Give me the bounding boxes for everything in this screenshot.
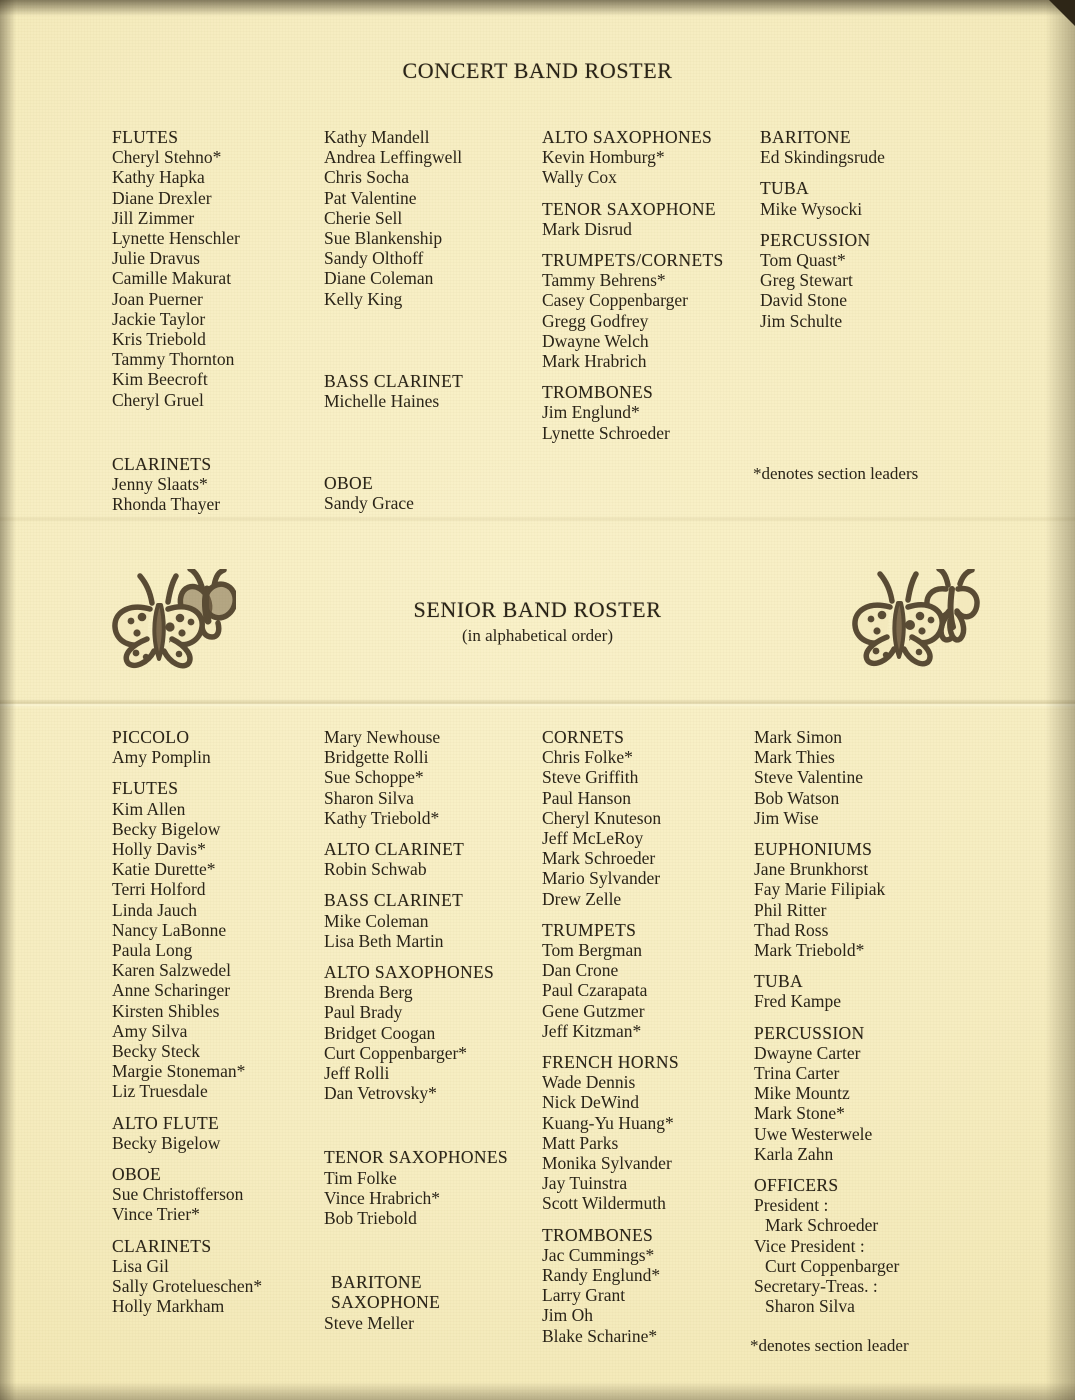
section-heading: TRUMPETS/CORNETS	[542, 250, 724, 271]
member-name: Jeff McLeRoy	[542, 828, 644, 849]
member-name: Cheryl Knuteson	[542, 807, 662, 828]
member-name: Thad Ross	[754, 919, 829, 940]
member-name: Wally Cox	[542, 167, 617, 188]
section-heading: TENOR SAXOPHONES	[324, 1147, 509, 1168]
section-heading: BARITONE	[760, 127, 851, 147]
member-name: Mark Simon	[754, 727, 842, 747]
member-name: Kelly King	[324, 288, 403, 309]
instrument-section	[324, 473, 542, 513]
member-name: Sue Schoppe*	[324, 767, 424, 788]
member-name: President :	[754, 1195, 829, 1216]
member-name: Kathy Triebold*	[324, 807, 440, 828]
member-name: Dan Crone	[542, 960, 619, 981]
member-name: Jim Schulte	[760, 310, 843, 331]
member-name: Dan Vetrovsky*	[324, 1083, 437, 1104]
member-name: Bob Watson	[754, 787, 840, 808]
member-name: Michelle Haines	[324, 391, 440, 412]
instrument-section	[542, 382, 760, 443]
member-name: Secretary-Treas. :	[754, 1276, 878, 1297]
member-name: Amy Pomplin	[112, 747, 211, 768]
section-heading-line2: SAXOPHONE	[331, 1292, 441, 1313]
member-name: Jim Wise	[754, 807, 819, 828]
member-name: Kim Allen	[112, 798, 186, 819]
concert-band-footnote: *denotes section leaders	[753, 464, 919, 483]
section-heading: PICCOLO	[112, 727, 190, 747]
section-heading: TUBA	[754, 971, 804, 992]
member-name: Mario Sylvander	[542, 868, 661, 889]
roster-column	[324, 127, 542, 514]
roster-column	[112, 727, 324, 1346]
member-name: Camille Makurat	[112, 268, 232, 289]
instrument-section	[324, 1147, 542, 1228]
member-name: Dwayne Carter	[754, 1042, 861, 1063]
roster-column	[324, 727, 542, 1346]
member-name: Curt Coppenbarger	[765, 1255, 900, 1276]
instrument-section	[760, 178, 992, 218]
member-name: Pat Valentine	[324, 187, 417, 208]
member-name: Tom Quast*	[760, 250, 846, 271]
member-name: Kuang-Yu Huang*	[542, 1112, 674, 1133]
member-name: Vince Trier*	[112, 1204, 200, 1225]
member-name: Linda Jauch	[112, 899, 198, 920]
member-name: Vince Hrabrich*	[324, 1187, 441, 1208]
member-name: Holly Markham	[112, 1296, 225, 1317]
roster-column	[754, 727, 1004, 1346]
member-name: Diane Coleman	[324, 268, 434, 289]
section-heading: FLUTES	[112, 778, 179, 799]
instrument-section	[112, 1113, 324, 1153]
member-name: Lisa Gil	[112, 1255, 169, 1276]
member-name: Andrea Leffingwell	[324, 147, 463, 168]
member-name: Terri Holford	[112, 879, 206, 900]
member-name: Vice President :	[754, 1235, 865, 1256]
section-heading: TROMBONES	[542, 1224, 654, 1245]
member-name: Bridget Coogan	[324, 1022, 436, 1043]
member-name: Karla Zahn	[754, 1143, 834, 1164]
member-name: Monika Sylvander	[542, 1153, 672, 1174]
member-name: Mary Newhouse	[324, 727, 441, 747]
instrument-section	[324, 839, 542, 879]
section-heading: CLARINETS	[112, 1235, 212, 1256]
section-heading: TENOR SAXOPHONE	[542, 198, 716, 219]
senior-band-title: SENIOR BAND ROSTER	[413, 597, 662, 622]
member-name: Gregg Godfrey	[542, 310, 649, 331]
member-name: Sharon Silva	[324, 787, 414, 808]
instrument-section	[324, 127, 542, 309]
member-name: David Stone	[760, 290, 848, 311]
member-name: Robin Schwab	[324, 859, 427, 880]
member-name: Tom Bergman	[542, 940, 643, 961]
section-heading: ALTO SAXOPHONES	[324, 962, 495, 983]
instrument-section	[112, 1236, 324, 1317]
member-name: Steve Valentine	[754, 767, 864, 788]
member-name: Jim Oh	[542, 1305, 594, 1326]
member-name: Tammy Thornton	[112, 349, 235, 370]
instrument-section	[542, 1052, 754, 1214]
member-name: Margie Stoneman*	[112, 1061, 246, 1082]
member-name: Mark Disrud	[542, 218, 632, 239]
member-name: Mark Thies	[754, 747, 835, 768]
member-name: Paula Long	[112, 940, 193, 961]
member-name: Scott Wildermuth	[542, 1193, 666, 1214]
instrument-section	[112, 778, 324, 1101]
instrument-section	[754, 1023, 1004, 1164]
section-heading: FLUTES	[112, 127, 179, 147]
member-name: Mark Stone*	[754, 1103, 845, 1124]
member-name: Paul Brady	[324, 1002, 403, 1023]
member-name: Greg Stewart	[760, 270, 853, 291]
instrument-section	[754, 1175, 1004, 1316]
section-heading: BARITONE	[331, 1272, 422, 1293]
member-name: Mark Schroeder	[542, 848, 656, 869]
instrument-section	[324, 727, 542, 828]
member-name: Sandy Grace	[324, 493, 414, 514]
concert-band-title: CONCERT BAND ROSTER	[402, 58, 673, 83]
member-name: Drew Zelle	[542, 888, 622, 909]
instrument-section	[754, 839, 1004, 960]
section-heading: OBOE	[112, 1164, 162, 1185]
instrument-section	[542, 727, 754, 909]
member-name: Mark Hrabrich	[542, 351, 647, 372]
member-name: Bridgette Rolli	[324, 747, 429, 768]
member-name: Lynette Henschler	[112, 228, 240, 249]
member-name: Cheryl Stehno*	[112, 147, 222, 168]
concert-band-columns	[112, 127, 992, 514]
member-name: Kathy Hapka	[112, 167, 205, 188]
senior-band-columns	[112, 727, 1012, 1346]
member-name: Fay Marie Filipiak	[754, 879, 886, 900]
member-name: Kris Triebold	[112, 329, 206, 350]
member-name: Bob Triebold	[324, 1208, 417, 1229]
member-name: Casey Coppenbarger	[542, 290, 688, 311]
instrument-section	[542, 920, 754, 1041]
member-name: Nick DeWind	[542, 1092, 639, 1113]
member-name: Julie Dravus	[112, 248, 200, 269]
member-name: Steve Meller	[324, 1312, 414, 1333]
member-name: Diane Drexler	[112, 187, 212, 208]
section-heading: CORNETS	[542, 727, 625, 747]
member-name: Cheryl Gruel	[112, 389, 204, 410]
member-name: Blake Scharine*	[542, 1325, 658, 1346]
senior-band-footnote: *denotes section leader	[750, 1336, 909, 1355]
instrument-section	[542, 199, 760, 239]
member-name: Mike Wysocki	[760, 198, 863, 219]
member-name: Cherie Sell	[324, 207, 403, 228]
member-name: Gene Gutzmer	[542, 1000, 645, 1021]
member-name: Becky Steck	[112, 1041, 200, 1062]
member-name: Mark Triebold*	[754, 940, 865, 961]
senior-band-subtitle: (in alphabetical order)	[461, 626, 614, 645]
member-name: Jackie Taylor	[112, 308, 206, 329]
member-name: Brenda Berg	[324, 982, 413, 1003]
member-name: Lynette Schroeder	[542, 422, 670, 443]
section-heading: TUBA	[760, 178, 810, 199]
member-name: Kevin Homburg*	[542, 147, 665, 168]
section-heading: PERCUSSION	[754, 1022, 865, 1043]
member-name: Becky Bigelow	[112, 818, 221, 839]
member-name: Sue Blankenship	[324, 228, 443, 249]
member-name: Katie Durette*	[112, 859, 216, 880]
roster-column	[542, 727, 754, 1346]
member-name: Jeff Rolli	[324, 1063, 390, 1084]
member-name: Sharon Silva	[765, 1296, 855, 1317]
roster-column	[542, 127, 760, 514]
section-heading: ALTO FLUTE	[112, 1112, 220, 1133]
member-name: Becky Bigelow	[112, 1132, 221, 1153]
section-heading: ALTO CLARINET	[324, 839, 465, 860]
senior-band-header	[0, 565, 1075, 675]
member-name: Phil Ritter	[754, 899, 827, 920]
member-name: Rhonda Thayer	[112, 494, 221, 515]
member-name: Chris Folke*	[542, 747, 633, 768]
instrument-section	[324, 890, 542, 951]
instrument-section	[112, 127, 324, 410]
member-name: Sandy Olthoff	[324, 248, 424, 269]
section-heading: EUPHONIUMS	[754, 839, 873, 860]
section-heading: BASS CLARINET	[324, 890, 464, 911]
instrument-section	[754, 727, 1004, 828]
member-name: Paul Czarapata	[542, 980, 648, 1001]
member-name: Holly Davis*	[112, 839, 206, 860]
section-heading: BASS CLARINET	[324, 370, 464, 391]
section-heading: PERCUSSION	[760, 229, 871, 250]
instrument-section	[324, 1272, 542, 1333]
member-name: Mike Coleman	[324, 910, 429, 931]
member-name: Mike Mountz	[754, 1083, 850, 1104]
instrument-section	[112, 454, 324, 515]
member-name: Tammy Behrens*	[542, 270, 666, 291]
member-name: Kirsten Shibles	[112, 1000, 220, 1021]
member-name: Trina Carter	[754, 1063, 840, 1084]
member-name: Steve Griffith	[542, 767, 639, 788]
member-name: Karen Salzwedel	[112, 960, 232, 981]
member-name: Liz Truesdale	[112, 1081, 208, 1102]
roster-column	[760, 127, 992, 514]
member-name: Chris Socha	[324, 167, 410, 188]
section-heading: FRENCH HORNS	[542, 1052, 679, 1073]
member-name: Joan Puerner	[112, 288, 203, 309]
instrument-section	[112, 1164, 324, 1225]
member-name: Wade Dennis	[542, 1072, 636, 1093]
member-name: Amy Silva	[112, 1020, 188, 1041]
member-name: Dwayne Welch	[542, 330, 649, 351]
instrument-section	[542, 250, 760, 371]
member-name: Jim Englund*	[542, 402, 640, 423]
member-name: Jay Tuinstra	[542, 1173, 628, 1194]
member-name: Jenny Slaats*	[112, 474, 208, 495]
member-name: Paul Hanson	[542, 787, 631, 808]
member-name: Sally Grotelueschen*	[112, 1276, 263, 1297]
roster-column	[112, 127, 324, 514]
member-name: Tim Folke	[324, 1167, 397, 1188]
instrument-section	[760, 127, 992, 167]
member-name: Jane Brunkhorst	[754, 859, 869, 880]
member-name: Kathy Mandell	[324, 127, 430, 147]
section-heading: ALTO SAXOPHONES	[542, 127, 713, 147]
member-name: Anne Scharinger	[112, 980, 231, 1001]
member-name: Lisa Beth Martin	[324, 930, 444, 951]
member-name: Larry Grant	[542, 1285, 626, 1306]
member-name: Matt Parks	[542, 1132, 619, 1153]
member-name: Kim Beecroft	[112, 369, 208, 390]
instrument-section	[760, 230, 992, 331]
member-name: Curt Coppenbarger*	[324, 1042, 468, 1063]
member-name: Jeff Kitzman*	[542, 1020, 642, 1041]
member-name: Fred Kampe	[754, 991, 841, 1012]
section-heading: CLARINETS	[112, 453, 212, 474]
member-name: Randy Englund*	[542, 1265, 661, 1286]
instrument-section	[324, 962, 542, 1103]
member-name: Jill Zimmer	[112, 207, 195, 228]
butterflies-icon-right	[850, 569, 980, 674]
member-name: Sue Christofferson	[112, 1184, 244, 1205]
member-name: Mark Schroeder	[765, 1215, 879, 1236]
section-heading: OFFICERS	[754, 1175, 839, 1196]
member-name: Uwe Westerwele	[754, 1123, 873, 1144]
instrument-section	[324, 371, 542, 411]
member-name: Jac Cummings*	[542, 1244, 655, 1265]
member-name: Nancy LaBonne	[112, 919, 227, 940]
instrument-section	[112, 727, 324, 767]
instrument-section	[754, 971, 1004, 1011]
section-heading: TRUMPETS	[542, 919, 637, 940]
instrument-section	[542, 127, 760, 188]
section-heading: TROMBONES	[542, 382, 654, 403]
member-name: Ed Skindingsrude	[760, 147, 885, 168]
instrument-section	[542, 1225, 754, 1346]
section-heading: OBOE	[324, 473, 374, 494]
